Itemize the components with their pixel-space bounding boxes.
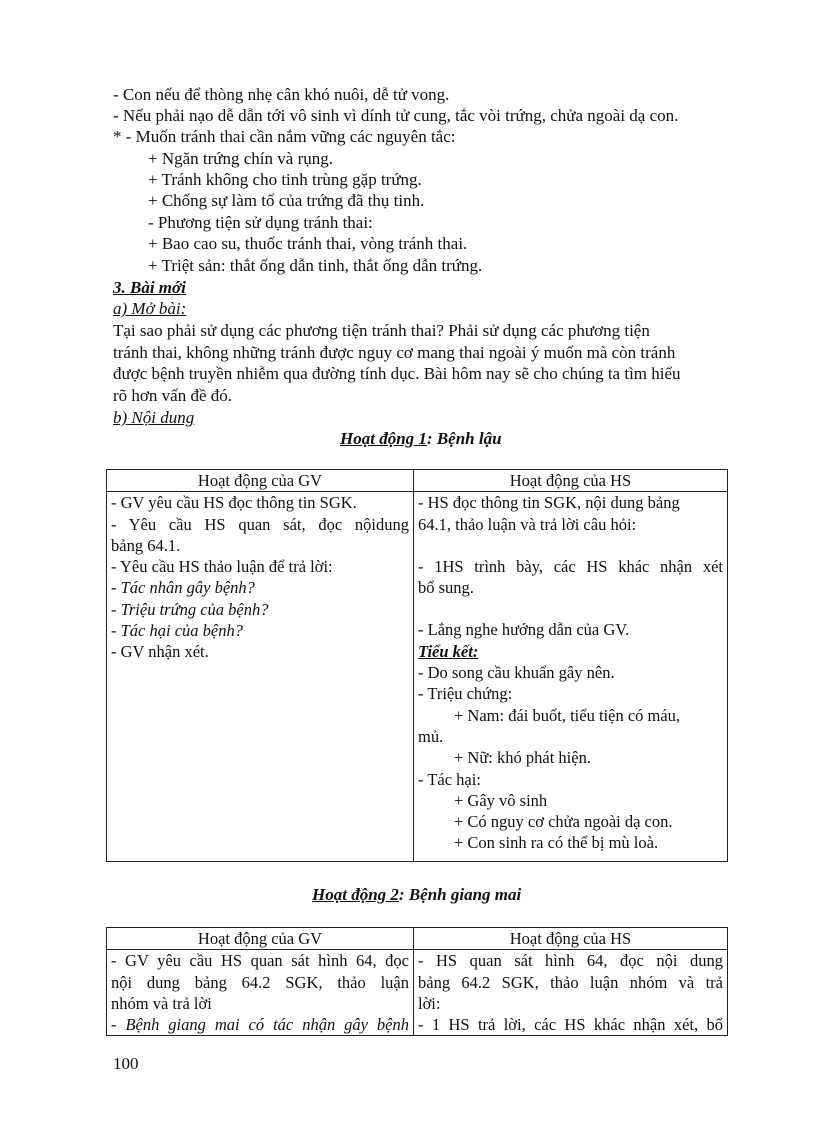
intro-line: * - Muốn tránh thai cần nắm vững các nguyên tắc: bbox=[113, 127, 456, 146]
activity-title-prefix: Hoạt động 2 bbox=[312, 885, 399, 904]
activity-1-title bbox=[340, 429, 502, 449]
gv-question: - Triệu trứng của bệnh? bbox=[111, 599, 269, 619]
column-header-hs: Hoạt động của HS bbox=[414, 928, 728, 950]
paragraph-line: được bệnh truyền nhiễm qua đường tính dục. Bài hôm nay sẽ cho chúng ta tìm hiểu bbox=[113, 364, 681, 383]
gv-line: - Yêu cầu HS thảo luận để trả lời: bbox=[111, 557, 333, 577]
activity-title-suffix: : Bệnh lậu bbox=[426, 429, 502, 448]
gv-line: nội dung bảng 64.2 SGK, thảo luận bbox=[111, 972, 409, 992]
principle-item: + Triệt sản: thắt ống dẫn tinh, thắt ống dẫn trứng. bbox=[148, 256, 483, 275]
hs-line: - HS quan sát hình 64, đọc nội dung bbox=[418, 951, 723, 971]
gv-question: - Tác nhân gây bệnh? bbox=[111, 578, 255, 598]
activity-2-table bbox=[106, 927, 728, 1036]
hs-line: - Do song cầu khuẩn gây nên. bbox=[418, 663, 615, 683]
hs-line: + Nữ: khó phát hiện. bbox=[454, 748, 591, 768]
column-header-gv: Hoạt động của GV bbox=[107, 470, 414, 492]
gv-cell bbox=[107, 950, 414, 1036]
gv-question: - Bệnh giang mai có tác nhận gây bệnh bbox=[111, 1015, 409, 1035]
gv-line: - Yêu cầu HS quan sát, đọc nộidung bbox=[111, 514, 409, 534]
gv-line: - GV yêu cầu HS đọc thông tin SGK. bbox=[111, 493, 357, 513]
hs-line: - HS đọc thông tin SGK, nội dung bảng bbox=[418, 493, 680, 513]
hs-line: bảng 64.2 SGK, thảo luận nhóm và trả bbox=[418, 972, 723, 992]
paragraph-line: tránh thai, không những tránh được nguy cơ mang thai ngoài ý muốn mà còn tránh bbox=[113, 343, 676, 362]
activity-title-suffix: : Bệnh giang mai bbox=[398, 885, 522, 904]
gv-line: nhóm và trả lời bbox=[111, 993, 212, 1013]
summary-label: Tiểu kết: bbox=[418, 641, 479, 661]
hs-line: bổ sung. bbox=[418, 578, 474, 598]
spacer bbox=[418, 598, 723, 619]
hs-line: - Triệu chứng: bbox=[418, 684, 513, 704]
column-header-hs: Hoạt động của HS bbox=[414, 470, 728, 492]
intro-line: - Nếu phải nạo dễ dẫn tới vô sinh vì dính tử cung, tắc vòi trứng, chửa ngoài dạ con. bbox=[113, 106, 679, 125]
gv-line: bảng 64.1. bbox=[111, 535, 181, 555]
principle-item: + Chống sự làm tổ của trứng đã thụ tinh. bbox=[148, 191, 425, 210]
gv-line: - GV yêu cầu HS quan sát hình 64, đọc bbox=[111, 951, 409, 971]
principle-item: + Bao cao su, thuốc tránh thai, vòng tránh thai. bbox=[148, 234, 468, 253]
hs-line: 64.1, thảo luận và trả lời câu hỏi: bbox=[418, 514, 637, 534]
subsection-label: a) Mở bài: bbox=[113, 299, 187, 318]
gv-line: - GV nhận xét. bbox=[111, 642, 209, 662]
hs-line: + Gây vô sinh bbox=[454, 790, 548, 810]
subsection-label: b) Nội dung bbox=[113, 408, 195, 427]
paragraph-line: rõ hơn vấn đề đó. bbox=[113, 386, 232, 405]
page-number: 100 bbox=[113, 1054, 139, 1073]
activity-2-title bbox=[312, 885, 521, 905]
activity-title-prefix: Hoạt động 1 bbox=[340, 429, 427, 448]
section-heading: 3. Bài mới bbox=[113, 278, 186, 297]
hs-line: + Nam: đái buốt, tiểu tiện có máu, bbox=[454, 705, 681, 725]
hs-line: - 1HS trình bày, các HS khác nhận xét bbox=[418, 556, 723, 576]
hs-cell bbox=[414, 492, 728, 862]
hs-line: - Lắng nghe hướng dẫn của GV. bbox=[418, 620, 630, 640]
activity-1-table bbox=[106, 469, 728, 862]
gv-cell bbox=[107, 492, 414, 862]
principle-item: + Ngăn trứng chín và rụng. bbox=[148, 149, 333, 168]
hs-line: - Tác hại: bbox=[418, 769, 481, 789]
spacer bbox=[418, 535, 723, 556]
hs-line: - 1 HS trả lời, các HS khác nhận xét, bổ bbox=[418, 1015, 723, 1035]
hs-line: + Có nguy cơ chửa ngoài dạ con. bbox=[454, 812, 673, 832]
hs-line: lời: bbox=[418, 993, 441, 1013]
principle-item: - Phương tiện sử dụng tránh thai: bbox=[148, 213, 373, 232]
hs-cell bbox=[414, 950, 728, 1036]
intro-line: - Con nếu để thòng nhẹ cân khó nuôi, dễ tử vong. bbox=[113, 85, 450, 104]
hs-line: mủ. bbox=[418, 726, 444, 746]
hs-line: + Con sinh ra có thể bị mù loà. bbox=[454, 833, 659, 853]
gv-question: - Tác hại của bệnh? bbox=[111, 621, 243, 641]
column-header-gv: Hoạt động của GV bbox=[107, 928, 414, 950]
principle-item: + Tránh không cho tinh trùng gặp trứng. bbox=[148, 170, 422, 189]
paragraph-line: Tại sao phải sử dụng các phương tiện tránh thai? Phải sử dụng các phương tiện bbox=[113, 321, 650, 340]
